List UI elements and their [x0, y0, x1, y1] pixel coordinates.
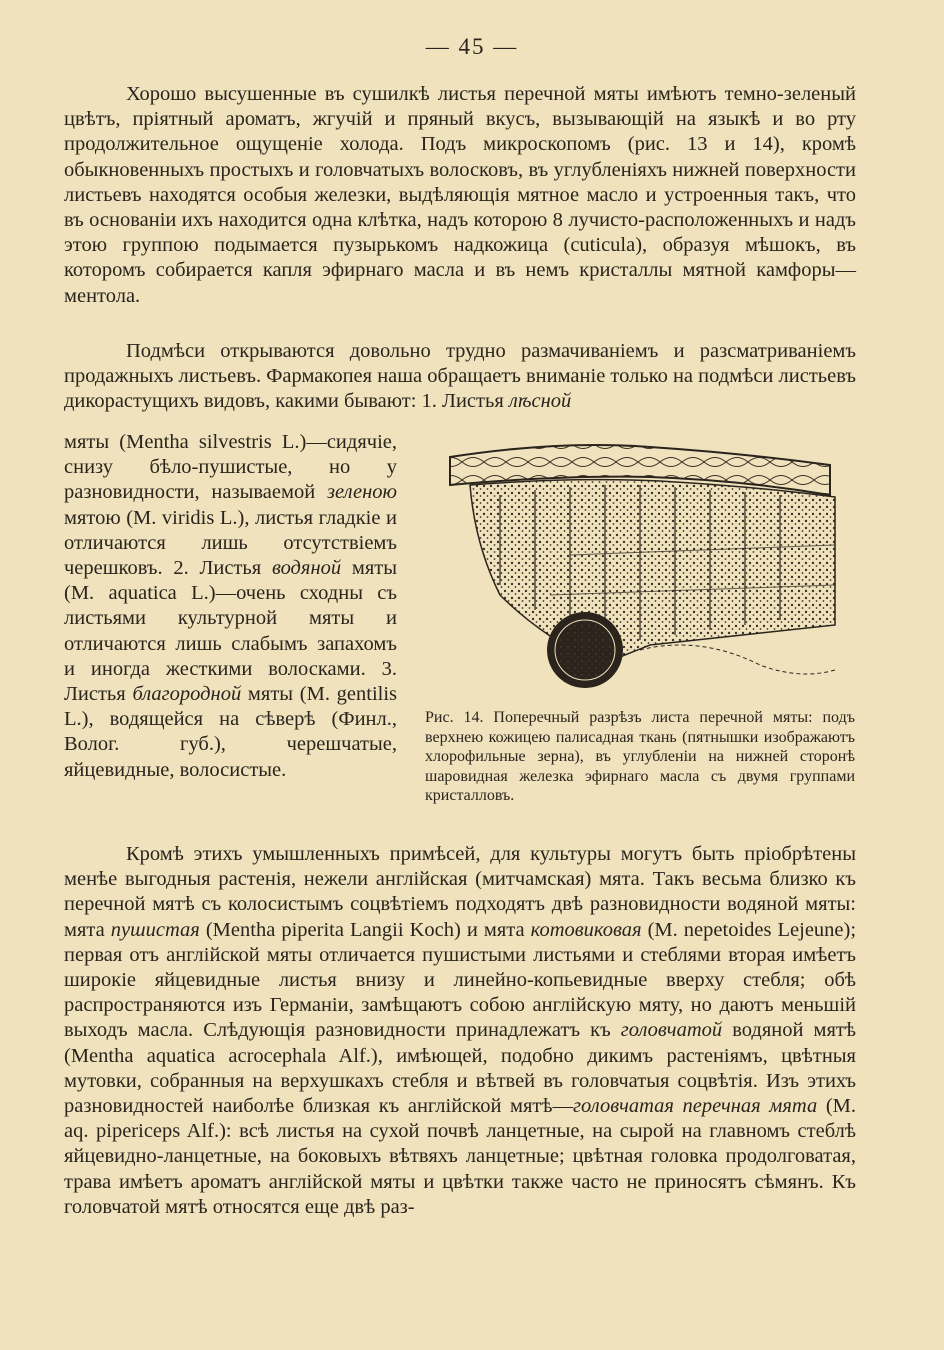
paragraph-2-column	[64, 430, 397, 783]
paragraph-1-text: Хорошо высушенные въ сушилкѣ листья перечной мяты имѣютъ темно-зеленый цвѣтъ, пріятный ароматъ, жгучій и пряный вкусъ, вызывающій на языкѣ и во рту продолжительное ощущеніе холода. Подъ микроскопомъ (рис. 13 и 14), кромѣ обыкновенныхъ простыхъ и головчатыхъ волосковъ, въ углубленіяхъ нижней поверхности листьевъ находятся особыя железки, выдѣляющія мятное масло и устроенныя такъ, что въ основаніи ихъ находится одна клѣтка, надъ которою 8 лучисто-расположенныхъ и надъ этою группою подымается пузырькомъ надкожица (cuticula), образуя мѣшокъ, въ которомъ собирается капля эфирнаго масла и въ немъ кристаллы мятной камфоры—ментола.	[64, 83, 856, 307]
leaf-cross-section-illustration	[440, 435, 840, 695]
figure-caption: Рис. 14. Поперечный разрѣзъ листа перечной мяты: подъ верхнею кожицею палисадная ткань (пятнышки изображаютъ хлорофильные зерна), въ углубленіи на нижней сторонѣ шаровидная железка эфирнаго масла съ двумя группами кристалловъ.	[425, 709, 855, 805]
p3-e: (M. aq. pipericeps Alf.): всѣ листья на сухой почвѣ ланцетные, на сырой на главномъ стеблѣ яйцевидно-ланцетные, на боковыхъ вѣтвяхъ ланцетные; цвѣтная головка продолговатая, трава имѣетъ ароматъ англійской мяты и цвѣтки также часто не приносятъ сѣмянъ. Къ головчатой мятѣ относятся еще двѣ раз-	[64, 1095, 856, 1218]
emphasis-golovchataya-perechnaya: головчатая перечная мята	[573, 1095, 818, 1118]
col-text-b: мяты (Mentha silvestris L.)—сидячіе, снизу бѣло-пушистые, но у разновидности, называемой	[64, 431, 397, 504]
p3-c: (M. nepetoides Lejeune); первая отъ англійской мяты отличается пушистыми листьями и стеблями вторая имѣетъ широкіе яйцевидные листья внизу и линейно-копьевидные вверху стебля; обѣ распространяются изъ Германіи, замѣщаютъ собою англійскую мяту, но даютъ меньшій выходъ масла. Слѣдующія разновидности принадлежатъ къ	[64, 918, 857, 1042]
emphasis-zelenoyu: зеленою	[327, 481, 398, 504]
paragraph-1	[64, 82, 856, 309]
emphasis-golovchatoy: головчатой	[620, 1019, 723, 1042]
paragraph-3	[64, 842, 856, 1220]
p3-d: водяной мятѣ (Mentha aquatica acrocephala Alf.), имѣющей, подобно дикимъ растеніямъ, цвѣтныя мутовки, собранныя на верхушкахъ стебля и вѣтвей въ головчатыя соцвѣтія. Изъ этихъ разновидностей наиболѣе близкая къ англійской мятѣ—	[64, 1019, 857, 1118]
col-text-d: мяты (M. aquatica L.)—очень сходны съ листьями культурной мяты и отличаются лишь слабымъ запахомъ и иногда жесткими волосками. 3. Листья	[64, 557, 398, 706]
col-text-c: мятою (M. viridis L.), листья гладкіе и отличаются лишь отсутствіемъ черешковъ. 2. Листья	[64, 506, 397, 580]
page-number: — 45 —	[425, 34, 519, 59]
paragraph-2-text: Подмѣси открываются довольно трудно размачиваніемъ и разсматриваніемъ продажныхъ листьевъ. Фармакопея наша обращаетъ вниманіе только на подмѣси листьевъ дикорастущихъ видовъ, какими бывают: 1. Листья	[64, 340, 856, 413]
emphasis-pushistaya: пушистая	[110, 918, 200, 941]
col-text-e: мяты (M. gentilis L.), водящейся на сѣверѣ (Финл., Волог. губ.), черешчатые, яйцевидные, волосистые.	[64, 683, 398, 781]
p3-b: (Mentha piperita Langii Koch) и мята	[205, 918, 525, 941]
emphasis-vodyanoy: водяной	[271, 557, 342, 580]
emphasis-kotovikovaya: котовиковая	[530, 918, 642, 941]
p3-a: Кромѣ этихъ умышленныхъ примѣсей, для культуры могутъ быть пріобрѣтены менѣе выгодныя растенія, нежели англійская (митчамская) мята. Такъ весьма близко къ перечной мятѣ съ колосистымъ соцвѣтіемъ подходятъ двѣ разновидности водяной мяты: мята	[64, 843, 856, 941]
paragraph-2-intro	[64, 339, 856, 415]
emphasis-blagorodnoy: благородной	[132, 683, 242, 706]
emphasis-lesnoy: лѣсной	[508, 390, 572, 413]
